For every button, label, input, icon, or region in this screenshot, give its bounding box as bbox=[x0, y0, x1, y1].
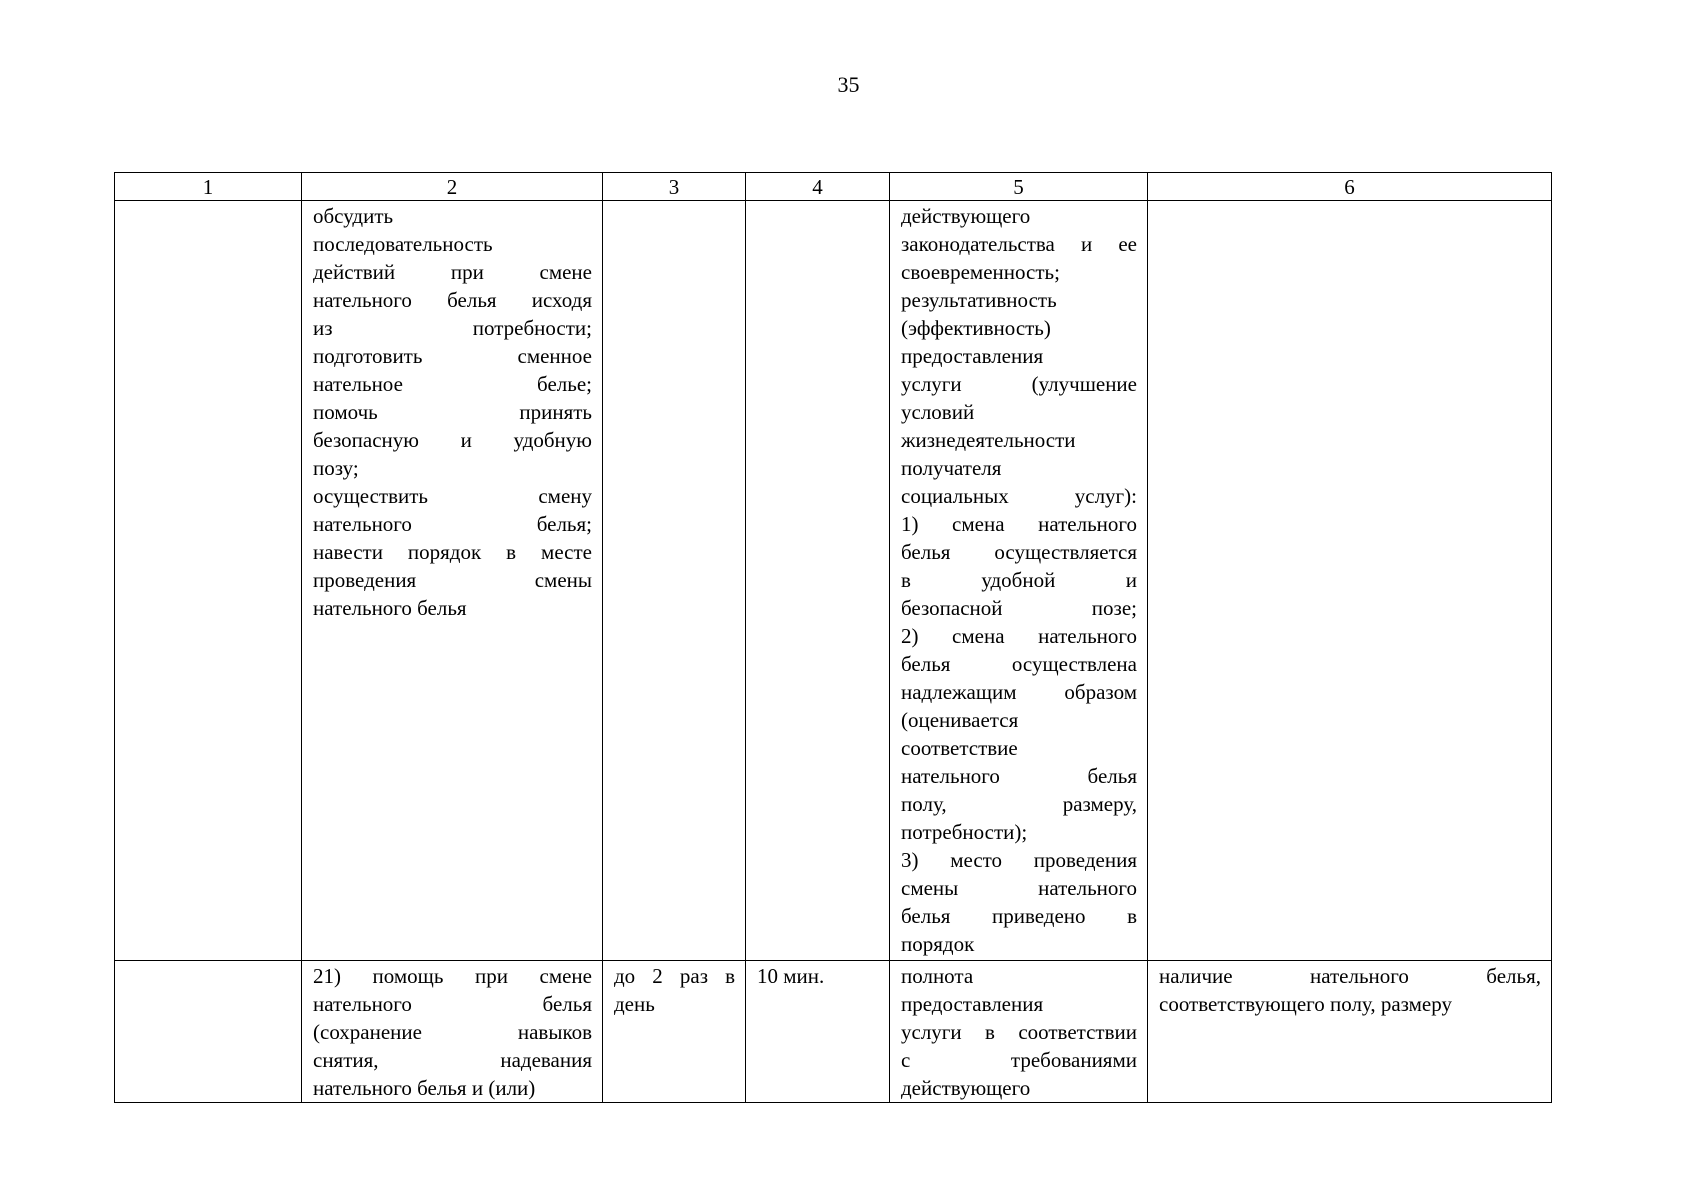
text-line: (эффективность) bbox=[901, 316, 1051, 340]
text-line: из потребности; bbox=[313, 316, 592, 340]
text-line: (сохранение навыков bbox=[313, 1020, 592, 1044]
text-line: белья осуществляется bbox=[901, 540, 1137, 564]
text-line: действующего bbox=[901, 204, 1031, 228]
text-line: жизнедеятельности bbox=[901, 428, 1076, 452]
header-col-4: 4 bbox=[746, 173, 890, 201]
text-line: нательного белья bbox=[313, 596, 467, 620]
text-line: нательного белья bbox=[901, 764, 1137, 788]
cell-text bbox=[890, 961, 1147, 1102]
text-line: социальных услуг): bbox=[901, 484, 1137, 508]
text-line: белья приведено в bbox=[901, 904, 1137, 928]
text-line: 1) смена нательного bbox=[901, 512, 1137, 536]
cell-r1-c6 bbox=[1148, 201, 1552, 961]
text-line: порядок bbox=[901, 932, 975, 956]
text-line: предоставления bbox=[901, 344, 1044, 368]
text-line: нательного белья и (или) bbox=[313, 1076, 536, 1100]
cell-r2-c4 bbox=[746, 961, 890, 1103]
text-line: наличие нательного белья, bbox=[1159, 964, 1541, 988]
text-line: условий bbox=[901, 400, 975, 424]
text-line: нательного белья; bbox=[313, 512, 592, 536]
text-line: (оценивается bbox=[901, 708, 1019, 732]
text-line: обсудить bbox=[313, 204, 394, 228]
text-line: потребности); bbox=[901, 820, 1028, 844]
text-line: действующего bbox=[901, 1076, 1031, 1100]
cell-r1-c1 bbox=[115, 201, 302, 961]
text-line: в удобной и bbox=[901, 568, 1137, 592]
text-line: снятия, надевания bbox=[313, 1048, 592, 1072]
header-col-6: 6 bbox=[1148, 173, 1552, 201]
cell-r2-c1 bbox=[115, 961, 302, 1103]
text-line: услуги в соответствии bbox=[901, 1020, 1137, 1044]
text-line: нательное белье; bbox=[313, 372, 592, 396]
text-line: смены нательного bbox=[901, 876, 1137, 900]
text-line: законодательства и ее bbox=[901, 232, 1137, 256]
text-line: действий при смене bbox=[313, 260, 592, 284]
cell-text bbox=[1148, 961, 1551, 1018]
services-table bbox=[114, 172, 1552, 1103]
text-line: надлежащим образом bbox=[901, 680, 1137, 704]
text-line: полу, размеру, bbox=[901, 792, 1137, 816]
text-line: осуществить смену bbox=[313, 484, 592, 508]
text-line: безопасной позе; bbox=[901, 596, 1137, 620]
text-line: до 2 раз в bbox=[614, 964, 735, 988]
text-line: предоставления bbox=[901, 992, 1044, 1016]
table-row bbox=[115, 961, 1552, 1103]
page-number: 35 bbox=[837, 72, 860, 97]
cell-r2-c3 bbox=[603, 961, 746, 1103]
cell-r2-c6 bbox=[1148, 961, 1552, 1103]
text-line: своевременность; bbox=[901, 260, 1060, 284]
text-line: результативность bbox=[901, 288, 1057, 312]
text-line: полнота bbox=[901, 964, 974, 988]
cell-text bbox=[746, 961, 889, 990]
text-line: день bbox=[614, 992, 655, 1016]
cell-text bbox=[302, 201, 602, 622]
cell-text bbox=[890, 201, 1147, 958]
cell-r1-c3 bbox=[603, 201, 746, 961]
text-line: позу; bbox=[313, 456, 359, 480]
text-line: с требованиями bbox=[901, 1048, 1137, 1072]
cell-text bbox=[603, 961, 745, 1018]
text-line: 3) место проведения bbox=[901, 848, 1137, 872]
cell-r2-c2 bbox=[302, 961, 603, 1103]
text-line: помочь принять bbox=[313, 400, 592, 424]
text-line: соответствие bbox=[901, 736, 1018, 760]
text-line: подготовить сменное bbox=[313, 344, 592, 368]
cell-r1-c5 bbox=[890, 201, 1148, 961]
text-line: навести порядок в месте bbox=[313, 540, 592, 564]
cell-text bbox=[302, 961, 602, 1102]
text-line: проведения смены bbox=[313, 568, 592, 592]
header-col-5: 5 bbox=[890, 173, 1148, 201]
text-line: безопасную и удобную bbox=[313, 428, 592, 452]
text-line: белья осуществлена bbox=[901, 652, 1137, 676]
table-row bbox=[115, 201, 1552, 961]
text-line: 21) помощь при смене bbox=[313, 964, 592, 988]
text-line: нательного белья bbox=[313, 992, 592, 1016]
cell-r2-c5 bbox=[890, 961, 1148, 1103]
cell-r1-c4 bbox=[746, 201, 890, 961]
table-header-row bbox=[115, 173, 1552, 201]
text-line: соответствующего полу, размеру bbox=[1159, 992, 1452, 1016]
cell-r1-c2 bbox=[302, 201, 603, 961]
text-line: нательного белья исходя bbox=[313, 288, 592, 312]
text-line: получателя bbox=[901, 456, 1002, 480]
header-col-2: 2 bbox=[302, 173, 603, 201]
header-col-1: 1 bbox=[115, 173, 302, 201]
text-line: 10 мин. bbox=[757, 964, 825, 988]
text-line: 2) смена нательного bbox=[901, 624, 1137, 648]
text-line: услуги (улучшение bbox=[901, 372, 1137, 396]
header-col-3: 3 bbox=[603, 173, 746, 201]
text-line: последовательность bbox=[313, 232, 493, 256]
